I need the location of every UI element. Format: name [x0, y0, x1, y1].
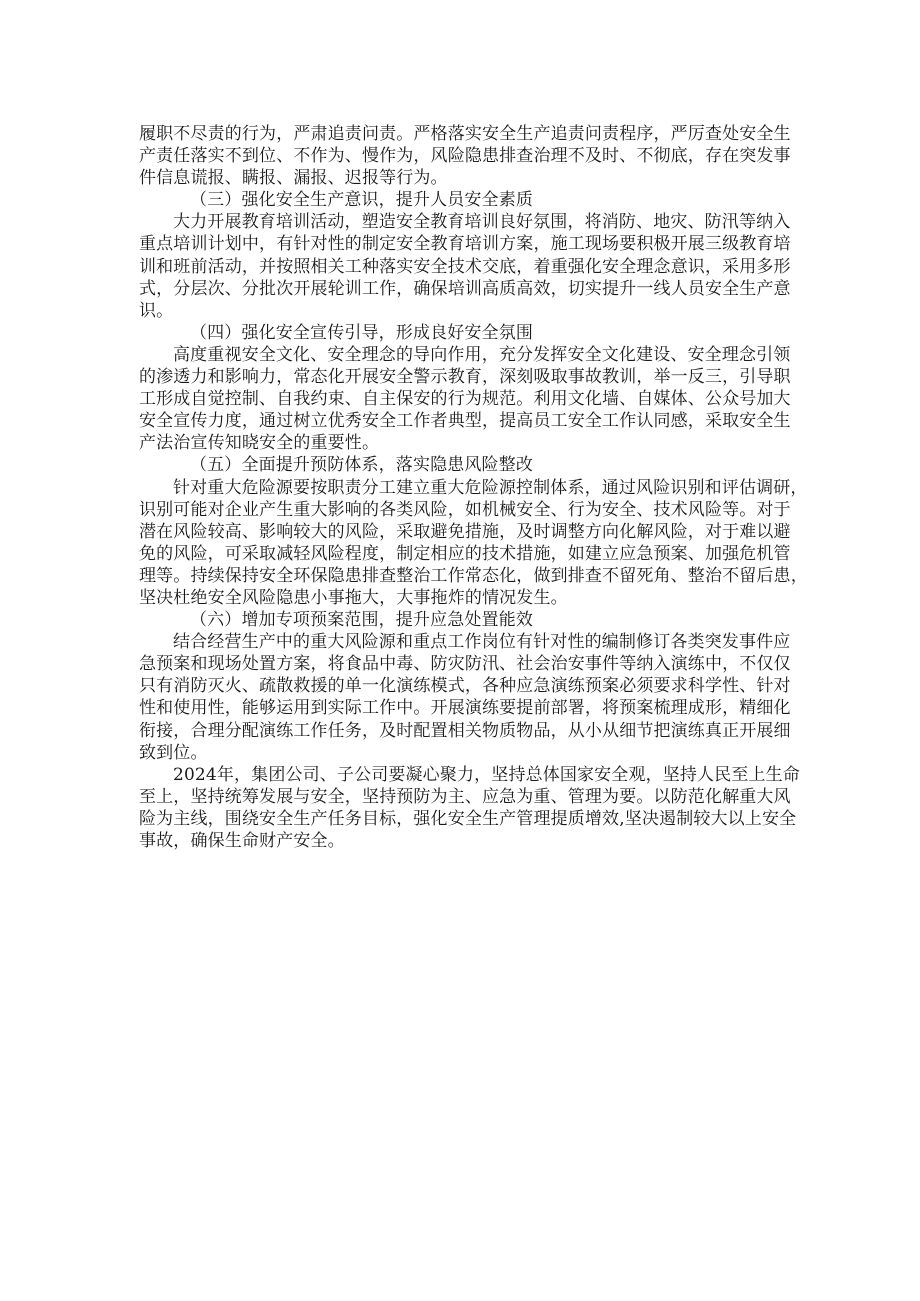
- text-line: 训和班前活动，并按照相关工种落实安全技术交底，着重强化安全理念意识，采用多形: [139, 256, 791, 277]
- text-line: 事故，确保生命财产安全。: [139, 831, 345, 851]
- text-line: 识。: [139, 300, 174, 321]
- text-line: 件信息谎报、瞒报、漏报、迟报等行为。: [139, 168, 448, 189]
- text-line: 致到位。: [139, 742, 208, 763]
- text-line: 坚决杜绝安全风险隐患小事拖大，大事拖炸的情况发生。: [139, 587, 568, 608]
- text-line: 险为主线，围绕安全生产任务目标，强化安全生产管理提质增效,坚决遏制较大以上安全: [139, 808, 797, 829]
- text-line: 产责任落实不到位、不作为、慢作为，风险隐患排查治理不及时、不彻底，存在突发事: [139, 146, 791, 167]
- text-line: 履职不尽责的行为，严肃追责问责。严格落实安全生产追责问责程序，严厉查处安全生: [139, 124, 791, 144]
- text-line: 大力开展教育培训活动，塑造安全教育培训良好氛围，将消防、地灾、防汛等纳入: [173, 212, 791, 233]
- text-line: 理等。持续保持安全环保隐患排查整治工作常态化，做到排查不留死角、整治不留后患，: [139, 565, 808, 586]
- section-heading: （六）增加专项预案范围，提升应急处置能效: [190, 610, 533, 631]
- text-line: 式，分层次、分批次开展轮训工作，确保培训高质高效，切实提升一线人员安全生产意: [139, 278, 791, 299]
- text-line: 性和使用性，能够运用到实际工作中。开展演练要提前部署，将预案梳理成形，精细化: [139, 698, 791, 719]
- text-line: 衔接，合理分配演练工作任务，及时配置相关物质物品，从小从细节把演练真正开展细: [139, 720, 791, 741]
- text-line: 高度重视安全文化、安全理念的导向作用，充分发挥安全文化建设、安全理念引领: [173, 344, 791, 365]
- text-line: 急预案和现场处置方案，将食品中毒、防灾防汛、社会治安事件等纳入演练中，不仅仅: [139, 654, 791, 675]
- text-line: 至上，坚持统筹发展与安全，坚持预防为主、应急为重、管理为要。以防范化解重大风: [139, 786, 791, 807]
- text-line: 的渗透力和影响力，常态化开展安全警示教育，深刻吸取事故教训，举一反三，引导职: [139, 367, 791, 388]
- section-heading: （四）强化安全宣传引导，形成良好安全氛围: [190, 322, 533, 343]
- text-line: 识别可能对企业产生重大影响的各类风险，如机械安全、行为安全、技术风险等。对于: [139, 499, 791, 520]
- text-line: 重点培训计划中，有针对性的制定安全教育培训方案，施工现场要积极开展三级教育培: [139, 234, 791, 255]
- document-page: [139, 123, 808, 852]
- text-line: 潜在风险较高、影响较大的风险，采取避免措施，及时调整方向化解风险，对于难以避: [139, 521, 791, 542]
- section-heading: （三）强化安全生产意识，提升人员安全素质: [190, 190, 533, 211]
- text-line: 免的风险，可采取减轻风险程度，制定相应的技术措施，如建立应急预案、加强危机管: [139, 543, 791, 564]
- text-line: 结合经营生产中的重大风险源和重点工作岗位有针对性的编制修订各类突发事件应: [173, 632, 791, 653]
- section-heading: （五）全面提升预防体系，落实隐患风险整改: [190, 455, 533, 476]
- text-line: 产法治宣传知晓安全的重要性。: [139, 433, 380, 454]
- text-line: 只有消防灭火、疏散救援的单一化演练模式，各种应急演练预案必须要求科学性、针对: [139, 676, 791, 697]
- text-line: 针对重大危险源要按职责分工建立重大危险源控制体系，通过风险识别和评估调研，: [173, 477, 808, 498]
- text-line: 2024年，集团公司、子公司要凝心聚力，坚持总体国家安全观，坚持人民至上生命: [173, 764, 800, 785]
- text-line: 工形成自觉控制、自我约束、自主保安的行为规范。利用文化墙、自媒体、公众号加大: [139, 389, 791, 410]
- text-line: 安全宣传力度，通过树立优秀安全工作者典型，提高员工安全工作认同感，采取安全生: [139, 411, 791, 432]
